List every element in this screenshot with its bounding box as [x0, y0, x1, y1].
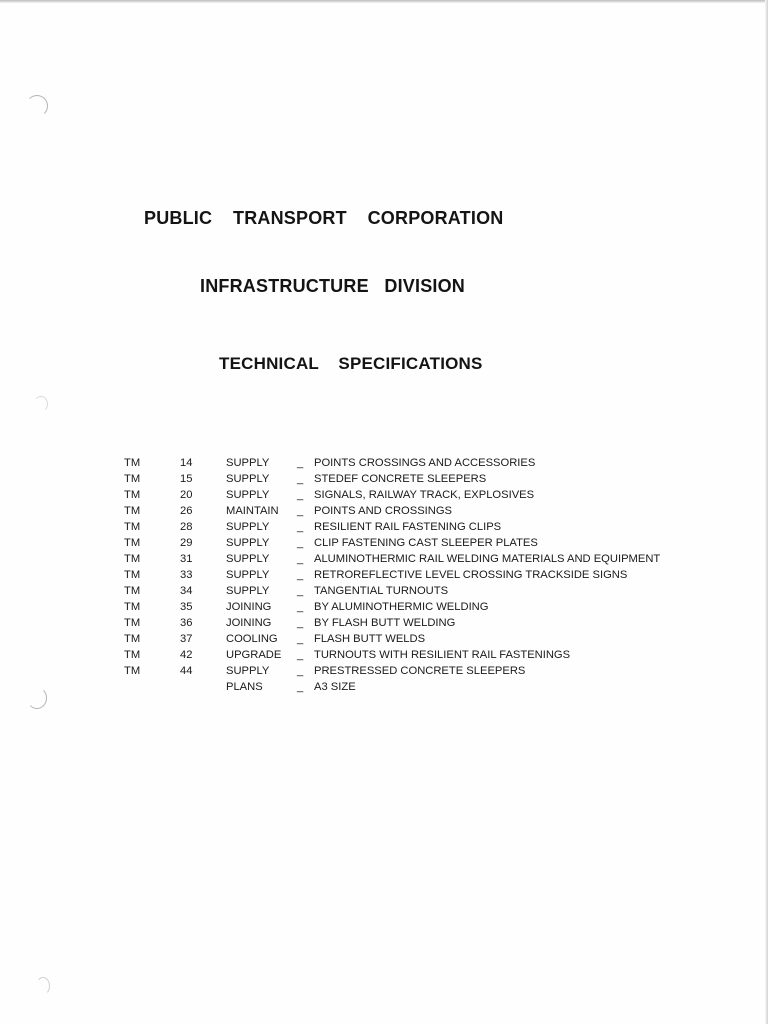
spec-number: 20: [180, 489, 193, 501]
spec-number: 33: [180, 569, 193, 581]
spec-dash: _: [297, 665, 304, 677]
spec-number: 29: [180, 537, 193, 549]
spec-row: [124, 631, 684, 647]
spec-dash: _: [297, 649, 304, 661]
spec-description: FLASH BUTT WELDS: [314, 633, 426, 645]
punch-hole-mark-bottom: [36, 977, 50, 995]
spec-dash: _: [297, 553, 304, 565]
spec-row: [124, 503, 684, 519]
spec-prefix: TM: [124, 585, 141, 597]
spec-number: 15: [180, 473, 193, 485]
spec-dash: _: [297, 457, 304, 469]
spec-action: SUPPLY: [226, 473, 270, 485]
spec-action: COOLING: [226, 633, 278, 645]
spec-prefix: TM: [124, 601, 141, 613]
spec-row: [124, 487, 684, 503]
spec-row: [124, 455, 684, 471]
spec-number: 14: [180, 457, 193, 469]
spec-row: [124, 551, 684, 567]
spec-row: [124, 615, 684, 631]
spec-action: MAINTAIN: [226, 505, 279, 517]
spec-number: 34: [180, 585, 193, 597]
spec-number: 42: [180, 649, 193, 661]
spec-action: SUPPLY: [226, 489, 270, 501]
spec-row: [124, 679, 684, 695]
spec-prefix: TM: [124, 617, 141, 629]
spec-action: SUPPLY: [226, 585, 270, 597]
corporation-title: PUBLIC TRANSPORT CORPORATION: [144, 208, 504, 228]
punch-hole-mark-upper-middle: [34, 396, 48, 412]
spec-description: BY FLASH BUTT WELDING: [314, 617, 456, 629]
spec-description: TANGENTIAL TURNOUTS: [314, 585, 449, 597]
spec-dash: _: [297, 473, 304, 485]
spec-action: SUPPLY: [226, 569, 270, 581]
spec-row: [124, 535, 684, 551]
spec-number: 31: [180, 553, 193, 565]
spec-dash: _: [297, 601, 304, 613]
spec-dash: _: [297, 681, 304, 693]
spec-description: TURNOUTS WITH RESILIENT RAIL FASTENINGS: [314, 649, 571, 661]
spec-dash: _: [297, 489, 304, 501]
spec-prefix: TM: [124, 473, 141, 485]
spec-description: PRESTRESSED CONCRETE SLEEPERS: [314, 665, 526, 677]
spec-action: SUPPLY: [226, 521, 270, 533]
spec-description: A3 SIZE: [314, 681, 356, 693]
spec-number: 37: [180, 633, 193, 645]
spec-prefix: TM: [124, 665, 141, 677]
spec-prefix: TM: [124, 537, 141, 549]
spec-description: ALUMINOTHERMIC RAIL WELDING MATERIALS AND EQUIPMENT: [314, 553, 661, 565]
spec-dash: _: [297, 617, 304, 629]
punch-hole-mark-lower-middle: [27, 687, 47, 709]
spec-action: SUPPLY: [226, 553, 270, 565]
spec-prefix: TM: [124, 553, 141, 565]
spec-prefix: TM: [124, 649, 141, 661]
spec-action: JOINING: [226, 617, 272, 629]
spec-number: 35: [180, 601, 193, 613]
spec-prefix: TM: [124, 633, 141, 645]
spec-action: SUPPLY: [226, 537, 270, 549]
spec-dash: _: [297, 585, 304, 597]
spec-prefix: TM: [124, 489, 141, 501]
spec-prefix: TM: [124, 505, 141, 517]
spec-description: BY ALUMINOTHERMIC WELDING: [314, 601, 489, 613]
specifications-title: TECHNICAL SPECIFICATIONS: [219, 354, 483, 373]
spec-prefix: TM: [124, 521, 141, 533]
spec-action: SUPPLY: [226, 665, 270, 677]
page-top-edge: [0, 0, 768, 3]
spec-description: CLIP FASTENING CAST SLEEPER PLATES: [314, 537, 538, 549]
spec-row: [124, 663, 684, 679]
spec-row: [124, 519, 684, 535]
spec-number: 28: [180, 521, 193, 533]
spec-description: POINTS AND CROSSINGS: [314, 505, 453, 517]
spec-prefix: TM: [124, 457, 141, 469]
spec-number: 44: [180, 665, 193, 677]
spec-description: SIGNALS, RAILWAY TRACK, EXPLOSIVES: [314, 489, 535, 501]
spec-row: [124, 471, 684, 487]
spec-row: [124, 599, 684, 615]
spec-number: 26: [180, 505, 193, 517]
spec-prefix: TM: [124, 569, 141, 581]
spec-dash: _: [297, 633, 304, 645]
spec-description: RETROREFLECTIVE LEVEL CROSSING TRACKSIDE SIGNS: [314, 569, 628, 581]
spec-row: [124, 567, 684, 583]
spec-dash: _: [297, 537, 304, 549]
spec-action: PLANS: [226, 681, 263, 693]
spec-description: RESILIENT RAIL FASTENING CLIPS: [314, 521, 502, 533]
spec-description: POINTS CROSSINGS AND ACCESSORIES: [314, 457, 536, 469]
spec-number: 36: [180, 617, 193, 629]
spec-description: STEDEF CONCRETE SLEEPERS: [314, 473, 487, 485]
punch-hole-mark-top: [26, 95, 48, 117]
spec-row: [124, 583, 684, 599]
spec-row: [124, 647, 684, 663]
spec-action: JOINING: [226, 601, 272, 613]
spec-dash: _: [297, 569, 304, 581]
spec-dash: _: [297, 521, 304, 533]
spec-dash: _: [297, 505, 304, 517]
specifications-list: [124, 455, 684, 695]
spec-action: SUPPLY: [226, 457, 270, 469]
spec-action: UPGRADE: [226, 649, 282, 661]
division-title: INFRASTRUCTURE DIVISION: [200, 276, 466, 296]
